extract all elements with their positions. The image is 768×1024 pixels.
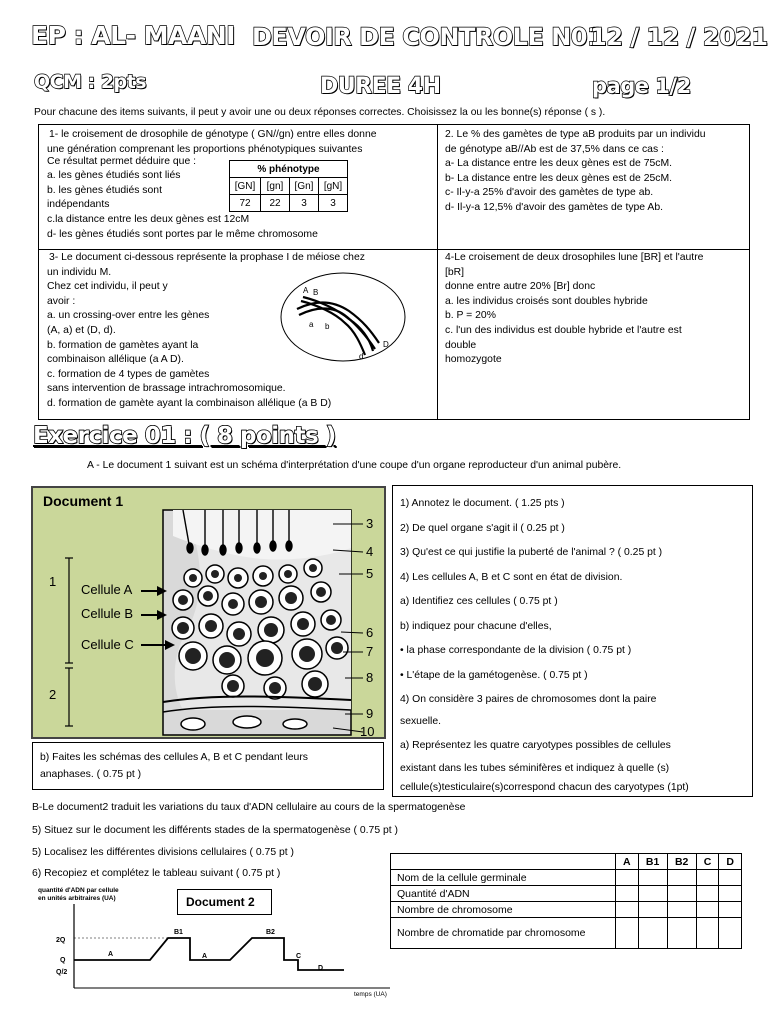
q2-line: de génotype aB//Ab est de 37,5% dans ce cas : xyxy=(445,143,664,155)
table-row xyxy=(391,886,742,902)
table-cell xyxy=(696,870,719,886)
q3-option-d: d. formation de gamète ayant la combinaison allélique (a B D) xyxy=(47,397,332,409)
q1-option-c: c.la distance entre les deux gènes est 12cM xyxy=(47,213,250,225)
question-b-line: anaphases. ( 0.75 pt ) xyxy=(40,769,142,780)
table-row xyxy=(391,902,742,918)
annotation-number-7: 7 xyxy=(366,644,374,659)
question-6: 6) Recopiez et complétez le tableau suivant ( 0.75 pt ) xyxy=(32,868,281,879)
document-2-title: Document 2 xyxy=(186,895,255,909)
zone-number-2: 2 xyxy=(49,687,57,702)
doc2-phase-b2: B2 xyxy=(266,929,275,936)
qcm-grid xyxy=(38,124,750,420)
phenotype-header: [Gn] xyxy=(290,178,319,195)
question-item: • la phase correspondante de la division ( 0.75 pt ) xyxy=(400,645,632,656)
cell-label-a: Cellule A xyxy=(81,582,133,597)
q3-option-a: a. un crossing-over entre les gènes xyxy=(47,310,210,322)
phenotype-header: [gN] xyxy=(319,178,348,195)
question-b-box xyxy=(32,742,384,790)
phenotype-value: 72 xyxy=(230,195,261,212)
question-4 xyxy=(445,251,703,368)
figure-label-b: b xyxy=(325,322,330,331)
question-item: a) Identifiez ces cellules ( 0.75 pt ) xyxy=(400,596,558,607)
annotation-number-10: 10 xyxy=(360,724,375,739)
table-header-cell xyxy=(391,854,616,870)
question-item: 3) Qu'est ce qui justifie la puberté de l'animal ? ( 0.25 pt ) xyxy=(400,547,663,558)
question-5b: 5) Localisez les différentes divisions cellulaires ( 0.75 pt ) xyxy=(32,847,295,858)
exam-date: 12 / 12 / 2021 xyxy=(590,23,768,51)
duration-label: DUREE 4H xyxy=(320,74,441,99)
table-cell xyxy=(719,902,742,918)
table-row-label: Nombre de chromosome xyxy=(391,902,616,918)
question-item: • L'étape de la gamétogenèse. ( 0.75 pt ) xyxy=(400,669,588,681)
question-item: cellule(s)testiculaire(s)correspond chacun des caryotypes (1pt) xyxy=(400,781,689,793)
q1-option-b: b. les gènes étudiés sont xyxy=(47,184,162,196)
exam-title: DEVOIR DE CONTROLE N01 xyxy=(252,23,604,51)
table-cell xyxy=(696,918,719,949)
qcm-horizontal-divider xyxy=(39,249,749,250)
document-1-title: Document 1 xyxy=(43,493,124,509)
spermatogenesis-table-wrap xyxy=(390,853,742,949)
figure-label-D: D xyxy=(383,340,389,349)
q4-line: 4-Le croisement de deux drosophiles lune [BR] et l'autre xyxy=(445,252,704,263)
table-cell xyxy=(719,886,742,902)
qcm-vertical-divider xyxy=(437,125,438,419)
annotation-number-6: 6 xyxy=(366,625,374,640)
doc2-phase-b1: B1 xyxy=(174,929,183,936)
table-header-cell: C xyxy=(696,854,719,870)
q4-line: donne entre autre 20% [Br] donc xyxy=(445,281,596,293)
table-cell xyxy=(667,902,696,918)
table-cell xyxy=(696,902,719,918)
doc2-ytick-q: Q xyxy=(60,957,66,964)
q4-option-c: c. l'un des individus est double hybride et l'autre est xyxy=(445,324,682,336)
q3-option-c: c. formation de 4 types de gamètes xyxy=(47,368,210,380)
q3-line: Chez cet individu, il peut y xyxy=(47,281,168,293)
document-2-label-box xyxy=(177,889,272,915)
figure-label-a: a xyxy=(309,320,314,329)
table-header-cell: B2 xyxy=(667,854,696,870)
question-item: 4) Les cellules A, B et C sont en état de division. xyxy=(400,571,623,583)
q3-option-b: b. formation de gamètes ayant la xyxy=(47,339,199,351)
school-name: EP : AL- MAANI xyxy=(31,21,235,50)
part-b-intro: B-Le document2 traduit les variations du taux d'ADN cellulaire au cours de la spermatogenèse xyxy=(32,802,466,813)
doc2-phase-a2: A xyxy=(202,953,208,960)
q3-line: 3- Le document ci-dessous représente la prophase I de méiose chez xyxy=(49,252,365,263)
qcm-label: QCM : 2pts xyxy=(34,71,147,93)
q1-option-d: d- les gènes étudiés sont portes par le même chromosome xyxy=(47,228,318,240)
q1-line: indépendants xyxy=(47,199,110,211)
table-cell xyxy=(667,886,696,902)
table-header-cell: A xyxy=(616,854,639,870)
q4-line: double xyxy=(445,339,477,351)
question-5a: 5) Situez sur le document les différents stades de la spermatogenèse ( 0.75 pt ) xyxy=(32,825,398,836)
prophase-figure xyxy=(279,271,409,367)
table-cell xyxy=(616,886,639,902)
annotation-number-8: 8 xyxy=(366,670,374,685)
phenotype-table-title: % phénotype xyxy=(230,161,348,178)
q3-line: combinaison allélique (a A D). xyxy=(47,354,184,366)
table-row-label: Nom de la cellule germinale xyxy=(391,870,616,886)
q2-option-d: d- Il-y-a 12,5% d'avoir des gamètes de type Ab. xyxy=(445,201,663,213)
table-cell xyxy=(616,870,639,886)
q1-line: une génération comprenant les proportions phénotypiques suivantes xyxy=(47,143,363,155)
table-cell xyxy=(638,870,667,886)
phenotype-header: [GN] xyxy=(230,178,261,195)
figure-label-d: d xyxy=(359,352,364,361)
doc2-xlabel: temps (UA) xyxy=(354,991,387,998)
q4-line: homozygote xyxy=(445,354,502,366)
phenotype-value: 3 xyxy=(319,195,348,212)
table-cell xyxy=(719,918,742,949)
zone-number-1: 1 xyxy=(49,574,57,589)
question-item: 1) Annotez le document. ( 1.25 pts ) xyxy=(400,498,565,509)
doc2-phase-a: A xyxy=(108,951,114,958)
table-cell xyxy=(638,902,667,918)
cell-label-b: Cellule B xyxy=(81,606,134,621)
doc2-phase-d: D xyxy=(318,965,324,972)
table-cell xyxy=(719,870,742,886)
table-row-label: Nombre de chromatide par chromosome xyxy=(391,918,616,949)
doc2-ytick-2q: 2Q xyxy=(56,937,66,944)
table-header-cell: D xyxy=(719,854,742,870)
q3-line: un individu M. xyxy=(47,266,112,278)
annotation-number-3: 3 xyxy=(366,516,374,531)
table-header-cell: B1 xyxy=(638,854,667,870)
annotation-number-9: 9 xyxy=(366,706,374,721)
q4-line: [bR] xyxy=(445,266,465,278)
page-label: page 1/2 xyxy=(592,74,691,98)
doc2-ytick-q2: Q/2 xyxy=(56,969,68,976)
question-2 xyxy=(445,128,706,216)
table-cell xyxy=(638,886,667,902)
question-b-text xyxy=(40,749,308,783)
exercise-intro: A - Le document 1 suivant est un schéma d'interprétation d'une coupe d'un organe reproducteur d'un animal pubère. xyxy=(87,460,622,471)
qcm-instructions: Pour chacune des items suivants, il peut y avoir une ou deux réponses correctes. Choisissez la ou les bonne(s) réponse ( s ). xyxy=(34,107,606,118)
q3-line: (A, a) et (D, d). xyxy=(47,324,116,336)
question-item: 4) On considère 3 paires de chromosomes dont la paire xyxy=(400,694,657,705)
phenotype-table xyxy=(229,160,348,212)
question-b-line: b) Faites les schémas des cellules A, B et C pendant leurs xyxy=(40,752,308,763)
q1-option-a: a. les gènes étudiés sont liés xyxy=(47,170,181,182)
q4-option-a: a. les individus croisés sont doubles hybride xyxy=(445,295,648,307)
q2-option-b: b- La distance entre les deux gènes est de 25cM. xyxy=(445,172,673,184)
table-cell xyxy=(638,918,667,949)
q2-option-a: a- La distance entre les deux gènes est de 75cM. xyxy=(445,158,673,170)
doc2-ylabel-1: quantité d'ADN par cellule xyxy=(38,887,119,894)
q3-line: sans intervention de brassage intrachromosomique. xyxy=(47,383,286,395)
questions-box xyxy=(392,485,753,797)
phenotype-value: 22 xyxy=(261,195,290,212)
question-item: 2) De quel organe s'agit il ( 0.25 pt ) xyxy=(400,522,565,534)
doc2-ylabel-2: en unités arbitraires (UA) xyxy=(38,895,116,902)
table-cell xyxy=(667,918,696,949)
q1-line: 1- le croisement de drosophile de génotype ( GN//gn) entre elles donne xyxy=(49,129,377,140)
spermatogenesis-table xyxy=(390,853,742,949)
q1-line: Ce résultat permet déduire que : xyxy=(47,155,197,167)
table-row xyxy=(391,918,742,949)
annotation-number-4: 4 xyxy=(366,544,374,559)
q3-line: avoir : xyxy=(47,295,76,307)
q2-option-c: c- Il-y-a 25% d'avoir des gamètes de type ab. xyxy=(445,187,654,199)
table-cell xyxy=(696,886,719,902)
question-item: sexuelle. xyxy=(400,715,442,727)
table-cell xyxy=(667,870,696,886)
figure-label-B: B xyxy=(313,288,319,297)
question-item: a) Représentez les quatre caryotypes possibles de cellules xyxy=(400,739,671,751)
table-cell xyxy=(616,902,639,918)
table-row xyxy=(391,870,742,886)
doc2-phase-c: C xyxy=(296,953,302,960)
phenotype-value: 3 xyxy=(290,195,319,212)
phenotype-header: [gn] xyxy=(261,178,290,195)
questions-list xyxy=(400,492,689,796)
q4-option-b: b. P = 20% xyxy=(445,310,496,322)
phenotype-table-wrap xyxy=(229,160,348,212)
document-1-figure xyxy=(31,486,386,739)
table-cell xyxy=(616,918,639,949)
question-item: existant dans les tubes séminifères et indiquez à quelle (s) xyxy=(400,762,670,774)
exercise-title: Exercice 01 : ( 8 points ) xyxy=(33,423,336,449)
figure-label-A: A xyxy=(303,286,309,295)
q2-line: 2. Le % des gamètes de type aB produits par un individu xyxy=(445,129,706,140)
cell-label-c: Cellule C xyxy=(81,637,134,652)
table-row-label: Quantité d'ADN xyxy=(391,886,616,902)
question-item: b) indiquez pour chacune d'elles, xyxy=(400,620,552,632)
annotation-number-5: 5 xyxy=(366,566,374,581)
